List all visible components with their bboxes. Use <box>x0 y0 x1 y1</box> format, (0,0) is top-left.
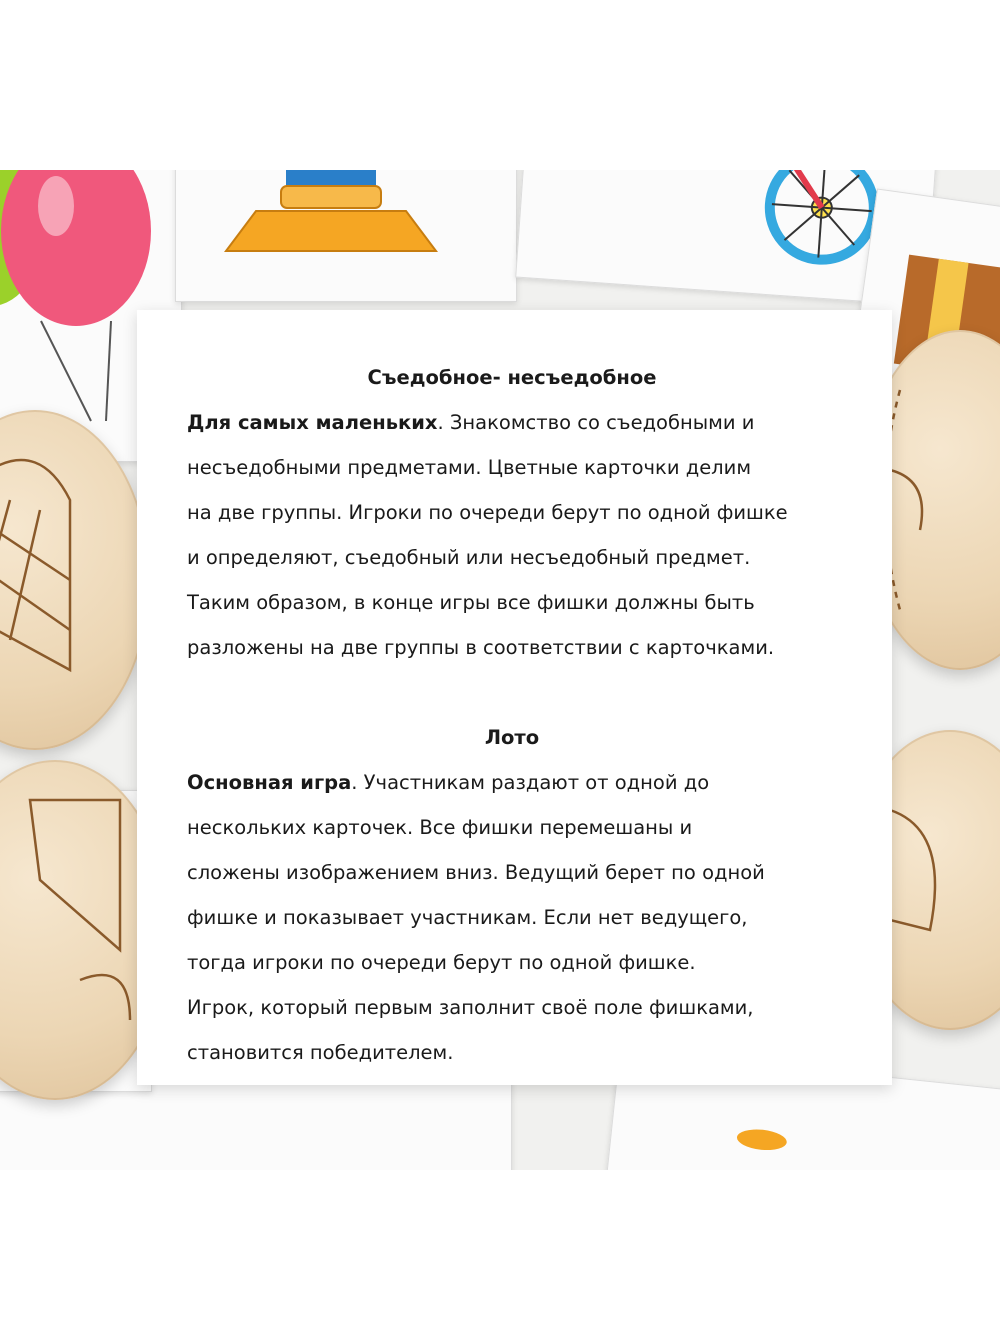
lead-text: Для самых маленьких <box>187 411 438 434</box>
instruction-text <box>187 355 877 1075</box>
lead-text: Основная игра <box>187 771 352 794</box>
section-title-lotto: Лото <box>484 726 540 749</box>
spool-icon <box>176 170 516 301</box>
ice-cream-engraving <box>0 410 150 750</box>
paragraph-line: на две группы. Игроки по очереди берут по одной фишке <box>187 501 788 524</box>
paragraph-line: Таким образом, в конце игры все фишки должны быть <box>187 591 755 614</box>
paragraph-lotto <box>187 760 877 1075</box>
paragraph-line: Основная игра. Участникам раздают от одной до <box>187 771 710 794</box>
paragraph-line: и определяют, съедобный или несъедобный предмет. <box>187 546 751 569</box>
paragraph-line: сложены изображением вниз. Ведущий берет по одной <box>187 861 765 884</box>
paragraph-edible <box>187 400 877 670</box>
paragraph-line: становится победителем. <box>187 1041 454 1064</box>
photo-background <box>0 170 1000 1170</box>
picture-card-spool <box>175 170 517 302</box>
paragraph-line: Для самых маленьких. Знакомство со съедобными и <box>187 411 755 434</box>
paragraph-line: Игрок, который первым заполнит своё поле фишками, <box>187 996 754 1019</box>
instruction-card <box>137 310 892 1085</box>
paragraph-line: фишке и показывает участникам. Если нет ведущего, <box>187 906 748 929</box>
wooden-chip-left-top <box>0 410 150 750</box>
section-gap <box>187 670 877 715</box>
paragraph-line: нескольких карточек. Все фишки перемешаны и <box>187 816 693 839</box>
section-title-edible: Съедобное- несъедобное <box>367 366 657 389</box>
paragraph-line: разложены на две группы в соответствии с карточками. <box>187 636 775 659</box>
paragraph-line: тогда игроки по очереди берут по одной фишке. <box>187 951 696 974</box>
paragraph-line: несъедобными предметами. Цветные карточки делим <box>187 456 752 479</box>
